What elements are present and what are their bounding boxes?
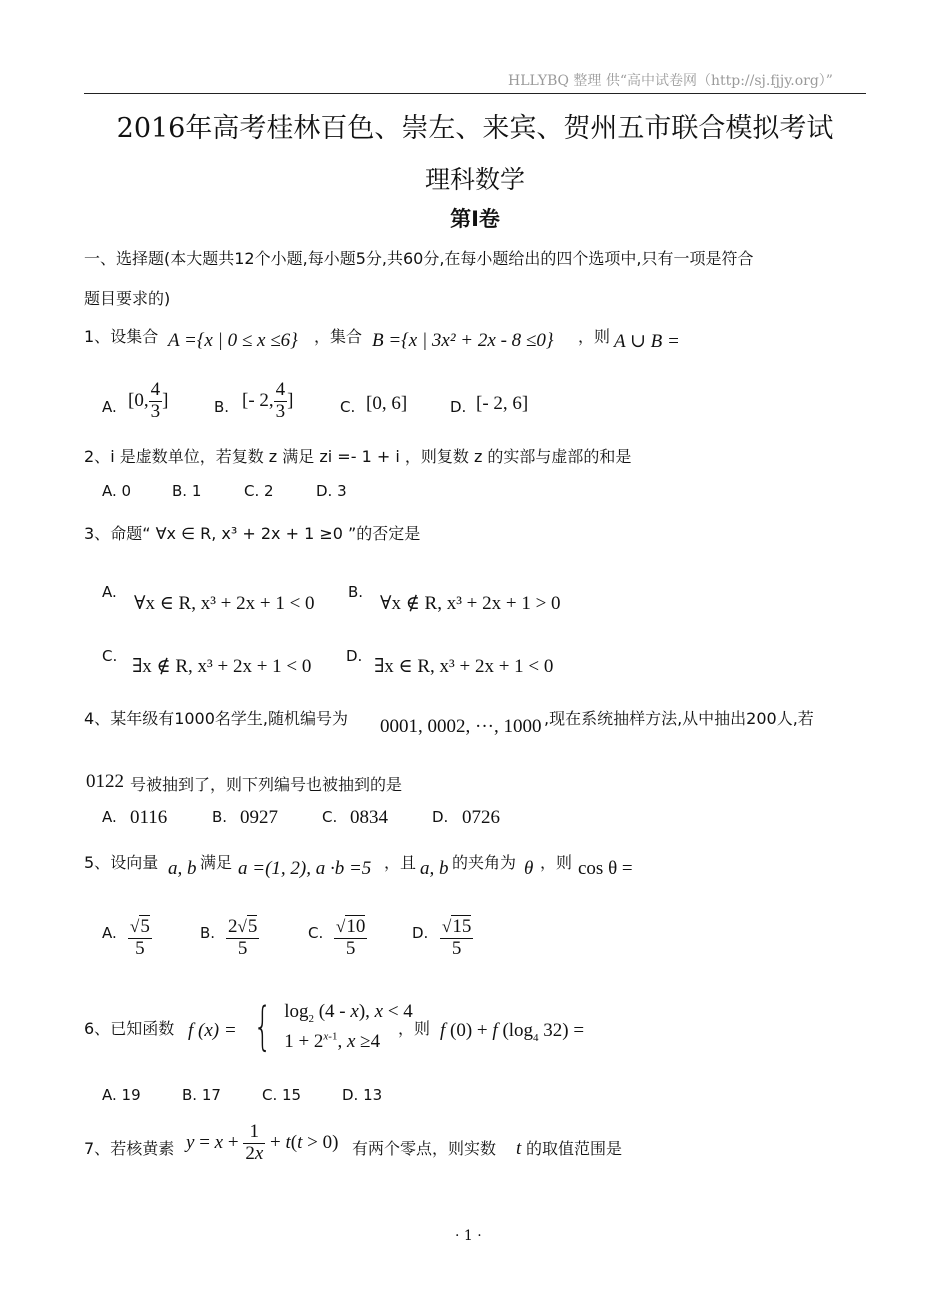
q5-option-a-label: A. <box>102 924 117 942</box>
question-3-stem <box>84 521 420 544</box>
q1-option-a-label: A. <box>102 398 117 416</box>
question-7-stem <box>84 1136 174 1159</box>
q1-option-d: [- 2, 6] <box>476 393 529 414</box>
header-watermark: HLLYBQ 整理 供“高中试卷网（http://sj.fjjy.org）” <box>508 73 833 89</box>
question-number: 7、 <box>84 1139 111 1158</box>
exam-title: 2016年高考桂林百色、崇左、来宾、贺州五市联合模拟考试 <box>116 113 834 144</box>
q6-option-a: A. 19 <box>102 1086 141 1104</box>
q1-set-b: B ={x | 3x² + 2x - 8 ≤0} <box>372 330 554 351</box>
question-2-stem <box>84 444 631 467</box>
section-heading-line2: 题目要求的) <box>84 289 171 308</box>
q4-text-3: 号被抽到了，则下列编号也被抽到的是 <box>130 775 403 794</box>
q3-option-c: ∃x ∉ R, x³ + 2x + 1 < 0 <box>132 656 312 677</box>
q5-text-4: 的夹角为 <box>452 853 517 872</box>
q5-option-d-label: D. <box>412 924 429 942</box>
question-number: 1、 <box>84 327 111 346</box>
q2-option-d: D. 3 <box>316 482 347 500</box>
q5-option-b: $\frac{2√5}{5}$ <box>228 916 258 959</box>
question-5-stem <box>84 850 158 873</box>
q2-option-c: C. 2 <box>244 482 274 500</box>
question-1-stem <box>84 324 158 347</box>
section-heading-line1: 一、选择题(本大题共12个小题,每小题5分,共60分,在每小题给出的四个选项中,只有一项是符合 <box>84 249 754 268</box>
q4-text-1: 某年级有1000名学生,随机编号为 <box>110 709 348 728</box>
q4-number-range: 0001, 0002, ···, 1000 <box>380 716 542 737</box>
q5-theta: θ <box>524 858 534 879</box>
q3-option-d-label: D. <box>346 647 363 665</box>
question-6-stem <box>84 1016 174 1039</box>
q4-text-2: ,现在系统抽样方法,从中抽出200人,若 <box>544 709 814 728</box>
volume-heading: 第Ⅰ卷 <box>450 207 500 231</box>
q4-drawn-number: 0122 <box>86 771 124 792</box>
q6-function-name: f (x) = <box>188 1020 237 1041</box>
q1-option-a: [0, $\frac{4}{3}$ ] <box>128 379 169 422</box>
q2-option-a: A. 0 <box>102 482 132 500</box>
q7-text-3: 的取值范围是 <box>526 1139 623 1158</box>
question-4-stem <box>84 706 348 729</box>
q5-option-b-label: B. <box>200 924 216 942</box>
q5-text-1: 设向量 <box>110 853 159 872</box>
q4-option-a-label: A. <box>102 808 117 826</box>
q1-option-b-label: B. <box>214 398 230 416</box>
q7-t: t <box>516 1138 522 1159</box>
exam-subtitle: 理科数学 <box>424 165 525 194</box>
q1-option-c: [0, 6] <box>366 393 408 414</box>
brace-symbol: { <box>253 996 272 1057</box>
q4-option-a: 0116 <box>130 807 168 828</box>
q1-text-3: ，则 <box>578 327 611 346</box>
q2-option-b: B. 1 <box>172 482 202 500</box>
q5-expr: cos θ = <box>578 858 633 879</box>
q5-option-c-label: C. <box>308 924 324 942</box>
q5-condition: a =(1, 2), a ·b =5 <box>238 858 372 879</box>
q6-expr: f (0) + f ($\log_4$ 32) = <box>440 1020 585 1044</box>
q3-option-b: ∀x ∉ R, x³ + 2x + 1 > 0 <box>380 593 561 614</box>
q3-option-b-label: B. <box>348 583 364 601</box>
q5-text-2: 满足 <box>200 853 233 872</box>
question-number: 2、 <box>84 447 111 466</box>
q5-text-3: ，且 <box>384 853 417 872</box>
q1-option-b: [- 2, $\frac{4}{3}$ ] <box>242 379 294 422</box>
q1-option-d-label: D. <box>450 398 467 416</box>
q1-text-1: 设集合 <box>110 327 159 346</box>
q1-option-c-label: C. <box>340 398 356 416</box>
q6-text-2: ，则 <box>398 1019 431 1038</box>
q6-case-1: $\log_2 (4 - x)$, x < 4 <box>284 1001 413 1025</box>
q2-text: i 是虚数单位，若复数 z 满足 zi =- 1 + i ，则复数 z 的实部与虚部的和是 <box>110 447 632 466</box>
q5-option-d: $\frac{√15}{5}$ <box>442 916 472 959</box>
q3-option-d: ∃x ∈ R, x³ + 2x + 1 < 0 <box>374 656 554 677</box>
q7-text-1: 若核黄素 <box>110 1139 175 1158</box>
q6-option-c: C. 15 <box>262 1086 302 1104</box>
q6-cases <box>284 998 413 1055</box>
page-number: · 1 · <box>455 1228 482 1244</box>
q5-option-c: $\frac{√10}{5}$ <box>336 916 366 959</box>
q3-option-a: ∀x ∈ R, x³ + 2x + 1 < 0 <box>134 593 315 614</box>
q4-option-d: 0726 <box>462 807 500 828</box>
q5-vectors-2: a, b <box>420 858 449 879</box>
question-number: 5、 <box>84 853 111 872</box>
question-number: 4、 <box>84 709 111 728</box>
q7-function: y = x + $\frac{1}{2x}$ + t(t > 0) <box>186 1121 339 1164</box>
question-number: 6、 <box>84 1019 111 1038</box>
q4-option-d-label: D. <box>432 808 449 826</box>
q7-text-2: 有两个零点，则实数 <box>352 1139 497 1158</box>
q6-case-2: $1 + 2^{x-1}$, x ≥4 <box>284 1030 381 1052</box>
q6-text-1: 已知函数 <box>110 1019 175 1038</box>
q6-option-d: D. 13 <box>342 1086 383 1104</box>
q3-option-a-label: A. <box>102 583 117 601</box>
q1-expr: A ∪ B = <box>614 331 680 352</box>
q4-option-b: 0927 <box>240 807 278 828</box>
q5-text-5: ，则 <box>540 853 573 872</box>
q4-option-c-label: C. <box>322 808 338 826</box>
q1-set-a: A ={x | 0 ≤ x ≤6} <box>168 330 298 351</box>
q5-option-a: $\frac{√5}{5}$ <box>130 916 150 959</box>
q4-option-c: 0834 <box>350 807 388 828</box>
q6-piecewise <box>246 998 413 1055</box>
question-number: 3、 <box>84 524 111 543</box>
q6-option-b: B. 17 <box>182 1086 221 1104</box>
q3-option-c-label: C. <box>102 647 118 665</box>
q5-vectors: a, b <box>168 858 197 879</box>
header-rule <box>84 93 866 94</box>
q1-text-2: ，集合 <box>314 327 363 346</box>
q4-option-b-label: B. <box>212 808 228 826</box>
q3-text: 命题“ ∀x ∈ R, x³ + 2x + 1 ≥0 ”的否定是 <box>110 524 421 543</box>
